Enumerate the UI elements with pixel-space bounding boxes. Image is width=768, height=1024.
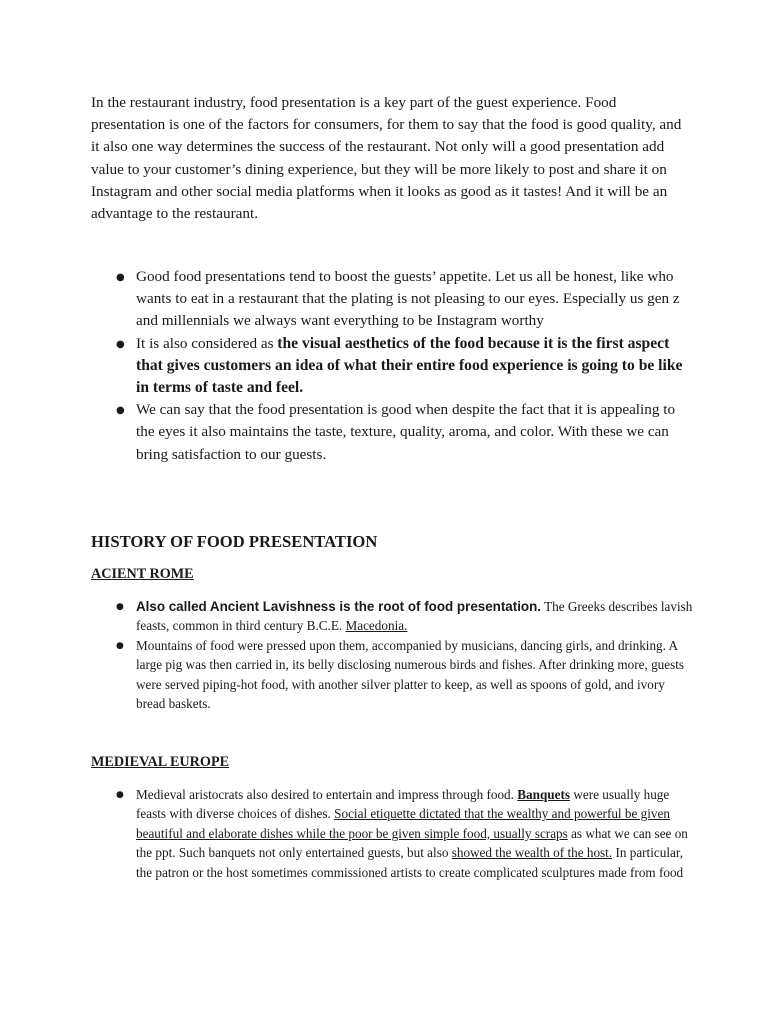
- rome-list: [116, 597, 696, 713]
- bullet-icon: ●: [116, 602, 124, 612]
- bullet-icon: ●: [116, 790, 124, 800]
- macedonia-link[interactable]: Macedonia.: [345, 618, 408, 634]
- list-item: ● We can say that the food presentation is good when despite the fact that it is appealing to the eyes it also maintains the taste, texture, quality, aroma, and color. With these we can bring satisfaction to our guests.: [116, 401, 676, 463]
- list-item: ● It is also considered as the visual aesthetics of the food because it is the first aspect that gives customers an idea of what their entire food experience is going to be like in terms of taste and feel.: [116, 334, 683, 397]
- list-item: ● Also called Ancient Lavishness is the root of food presentation. The Greeks describes lavish feasts, common in third century B.C.E. Macedonia.: [116, 599, 693, 634]
- rome-heading: ACIENT ROME: [91, 566, 194, 582]
- list-item: ● Mountains of food were pressed upon them, accompanied by musicians, dancing girls, and drinking. A large pig was then carried in, its belly disclosing numerous birds and fishes. After drinking more, guests were served piping-hot food, with another silver platter to keep, as well as spoons of gold, and ivory bread baskets.: [116, 637, 685, 712]
- document-page: [91, 92, 693, 880]
- intro-paragraph: In the restaurant industry, food presentation is a key part of the guest experience. Food presentation is one of the factors for consumers, for them to say that the food is good quality, and it also one way determines the success of the restaurant. Not only will a good presentation add value to your customer’s dining experience, but they will be more likely to post and share it on Instagram and other social media platforms when it looks as good as it tastes! And it will be an advantage to the restaurant.: [91, 94, 682, 223]
- bullet-icon: ●: [116, 640, 124, 651]
- list-item: ● Good food presentations tend to boost the guests’ appetite. Let us all be honest, like who wants to eat in a restaurant that the plating is not pleasing to our eyes. Especially us gen z and millennials we always want everything to be Instagram worthy: [116, 268, 680, 330]
- list-item: ● Medieval aristocrats also desired to entertain and impress through food. Banquets were usually huge feasts with diverse choices of dishes. Social etiquette dictated that the wealthy and powerful be given beautiful and elaborate dishes while the poor be given simple food, usually scraps as what we can see on the ppt. Such banquets not only entertained guests, but also showed the wealth of the host. In particular, the patron or the host sometimes commissioned artists to create complicated sculptures made from food: [116, 787, 688, 880]
- europe-heading: MEDIEVAL EUROPE: [91, 754, 230, 770]
- bullet-icon: ●: [116, 272, 125, 283]
- history-heading: HISTORY OF FOOD PRESENTATION: [91, 532, 378, 551]
- bullet-icon: ●: [116, 338, 125, 350]
- bullet-icon: ●: [116, 405, 125, 417]
- europe-list: [116, 785, 696, 882]
- benefits-list: [116, 266, 696, 466]
